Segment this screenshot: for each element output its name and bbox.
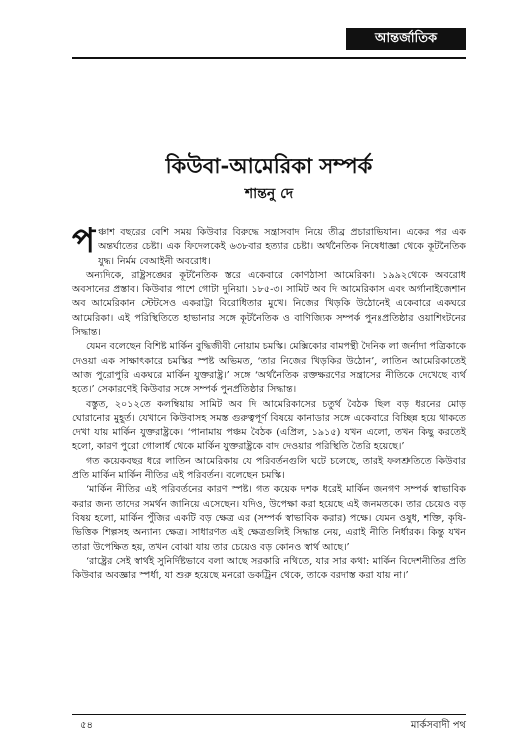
- drop-cap: প: [72, 221, 96, 261]
- paragraph-2: অন্যদিকে, রাষ্ট্রসঙ্ঘের কূটনৈতিক স্তরে একেবারে কোণঠাসা আমেরিকা। ১৯৯২থেকে অবরোধ অবসানের প্রস্তাব। কিউবার পাশে গোটা দুনিয়া। ১৮৫-৩। সামিট অব দি আমেরিকাস এবং অর্গানাইজেশান অব আমেরিকান স্টেটসেও একরাট্টা বিরোধিতার মুখে। নিজের খিড়কি উঠোনেই একেবারে একঘরে আমেরিকা। এই পরিস্থিতিতে হাভানার সঙ্গে কূটনৈতিক ও বাণিজ্যিক সম্পর্ক পুনঃপ্রতিষ্ঠার ওয়াশিংটনের সিদ্ধান্ত।: [72, 269, 466, 339]
- paragraph-6: ‘মার্কিন নীতির এই পরিবর্তনের কারণ স্পষ্ট। গত কয়েক দশক ধরেই মার্কিন জনগণ সম্পর্ক স্বাভাবিক করার জন্য তাদের সমর্থন জানিয়ে এসেছেন। যদিও, উপেক্ষা করা হয়েছে এই জনমতকে। তার চেয়েও বড় বিষয় হলো, মার্কিন পুঁজির একটি বড় ক্ষেত্র এর (সম্পর্ক স্বাভাবিক করার) পক্ষে। যেমন ওষুধ, শক্তি, কৃষি-ভিত্তিক শিল্পসহ অন্যান্য ক্ষেত্র। সাধারণত এই ক্ষেত্রগুলিই সিদ্ধান্ত নেয়, এরাই নীতি নির্ধারক। কিন্তু যখন তারা উপেক্ষিত হয়, তখন বোঝা যায় তার চেয়েও বড় কোনও স্বার্থ আছে।’: [72, 484, 466, 553]
- paragraph-4: বস্তুত, ২০১২তে কলম্বিয়ায় সামিট অব দি আমেরিকাসের চতুর্থ বৈঠক ছিল বড় ধরনের মোড় ঘোরানোর মুহূর্ত। যেখানে কিউবাসহ সমস্ত গুরুত্বপূর্ণ বিষয়ে কানাডার সঙ্গে একেবারে বিচ্ছিন্ন হয়ে থাকতে দেখা যায় মার্কিন যুক্তরাষ্ট্রকে। ‘পানামায় পঞ্চম বৈঠক (এপ্রিল, ১৯১৫) যখন এলো, তখন কিছু করতেই হলো, কারণ পুরো গোলার্ধ থেকে মার্কিন যুক্তরাষ্ট্রকে বাদ দেওয়ার পরিস্থিতি তৈরি হয়েছে।’: [72, 398, 466, 453]
- paragraph-1: [72, 221, 466, 269]
- page-number: ৫৪: [80, 720, 93, 731]
- paragraph-1-text: ঞ্চাশ বছরের বেশি সময় কিউবার বিরুদ্ধে সন্ত্রাসবাদ নিয়ে তীব্র প্রচারাভিযান। একের পর এক অন্তর্ঘাতের চেষ্টা। এক ফিদেলকেই ৬৩৮বার হত্যার চেষ্টা। অর্থনৈতিক নিষেধাজ্ঞা থেকে কূটনৈতিক যুদ্ধ। নির্মম বেআইনী অবরোধ।: [98, 227, 466, 267]
- paragraph-3: যেমন বলেছেন বিশিষ্ট মার্কিন বুদ্ধিজীবী নোয়াম চমস্কি। মেক্সিকোর বামপন্থী দৈনিক লা জর্নাদা পত্রিকাকে দেওয়া এক সাক্ষাৎকারে চমস্কির স্পষ্ট অভিমত, ‘তার নিজের খিড়কির উঠোন’, লাতিন আমেরিকাতেই আজ পুরোপুরি একঘরে মার্কিন যুক্তরাষ্ট্র।’ সঙ্গে ‘অর্থনৈতিক রক্তক্ষরণের সন্ত্রাসের নীতিকে দেখেছে ব্যর্থ হতে।’ সেকারণেই কিউবার সঙ্গে সম্পর্ক পুনর্প্রতিষ্ঠার সিদ্ধান্ত।: [72, 341, 466, 396]
- article-body: [72, 221, 466, 583]
- paragraph-5: গত কয়েকবছর ধরে লাতিন আমেরিকায় যে পরিবর্তনগুলি ঘটে চলেছে, তারই ফলশ্রুতিতে কিউবার প্রতি মার্কিন মার্কিন নীতির এই পরিবর্তন। বলেছেন চমস্কি।: [72, 455, 466, 482]
- bottom-rule: [72, 714, 466, 715]
- top-rule: [72, 57, 466, 59]
- article-author: শান্তনু দে: [244, 186, 294, 202]
- article-title: কিউবা-আমেরিকা সম্পর্ক: [165, 153, 373, 178]
- paragraph-7: ‘রাষ্ট্রের সেই স্বার্থই সুনির্দিষ্টভাবে বলা আছে সরকারি নথিতে, যার সার কথা: মার্কিন বিদেশনীতির প্রতি কিউবার অবজ্ঞার স্পর্ধা, যা শুরু হয়েছে মনরো ডকট্রিন থেকে, তাকে বরদাস্ত করা যায় না।’: [72, 555, 466, 582]
- section-tag: আন্তর্জাতিক: [346, 28, 466, 50]
- journal-name: মার্কসবাদী পথ: [410, 720, 466, 731]
